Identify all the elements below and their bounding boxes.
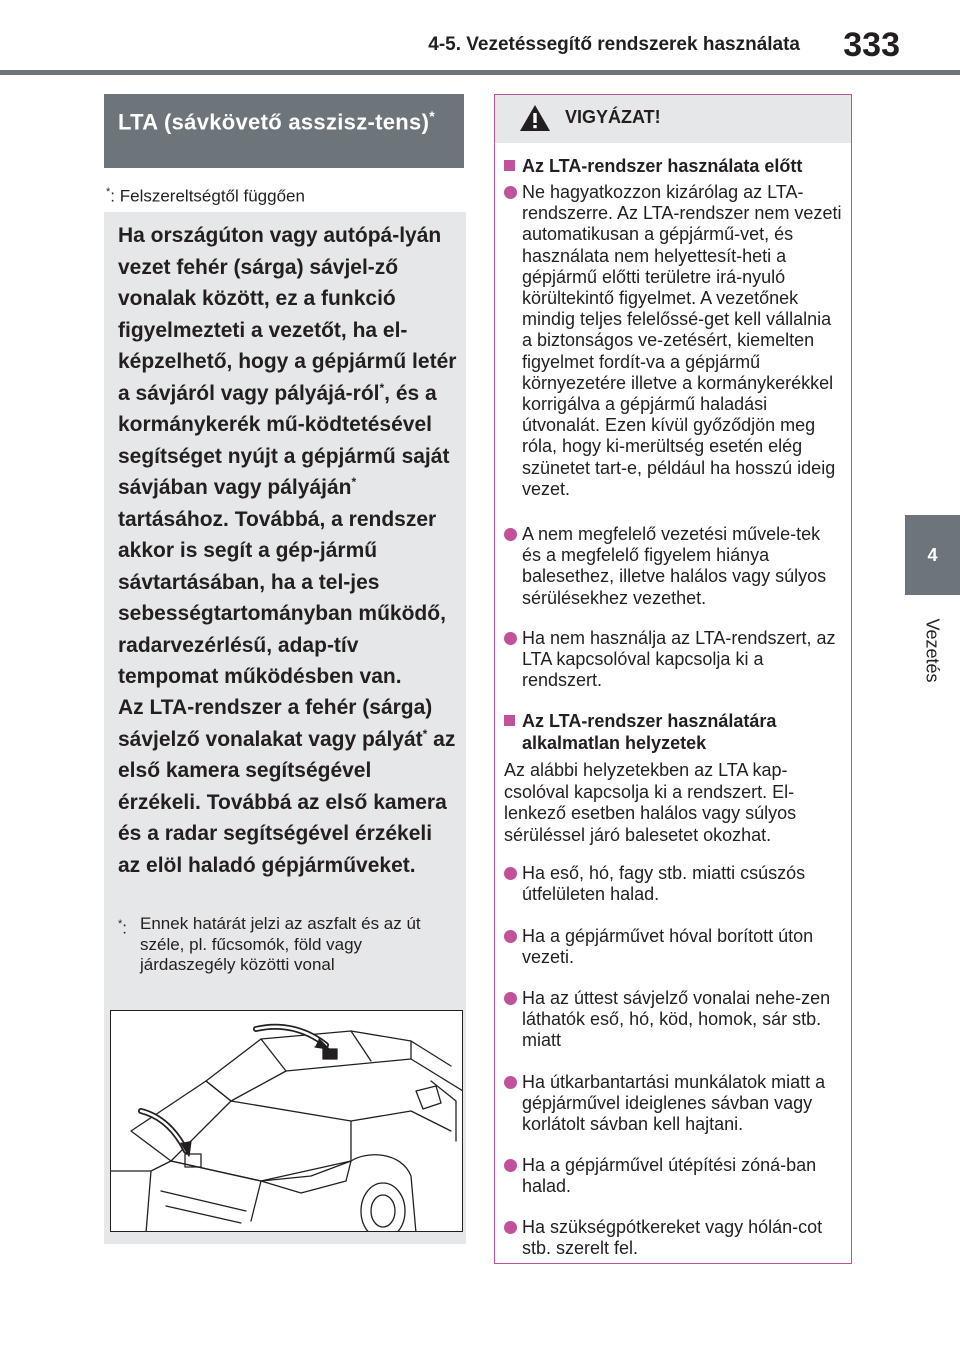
info-paragraph-2 xyxy=(118,692,458,881)
page-number: 333 xyxy=(843,26,900,64)
info-p1-part-b: , és a kormánykerék mű-ködtetésével segítséget nyújt a gépjármű saját sávjában vagy pályáján xyxy=(118,381,450,499)
caution-bullet-text: Ne hagyatkozzon kizárólag az LTA-rendszerre. Az LTA-rendszer nem vezeti automatikusan a gépjármű-vet, és használata nem helyettesít-heti a gépjármű előtti területre irá-nyuló körültekintő figyelmet. A vezetőnek mindig teljes felelőssé-get kell vállalnia a biztonságos ve-zetésért, kiemelten figyelmet fordít-va a gépjármű környezetére illetve a kormánykerékkel korrigálva a gépjármű haladási útvonalát. Ezen kívül győződjön meg róla, hogy ki-merültség esetén elég szünetet tart-e, például ha hosszú ideig vezet. xyxy=(522,182,842,499)
info-p1-asterisk-1: * xyxy=(379,380,385,395)
round-bullet-icon xyxy=(504,1159,517,1172)
section-heading xyxy=(104,94,464,168)
availability-text: : Felszereltségtől függően xyxy=(110,186,305,206)
caution-bullet-text: Ha a gépjárművet hóval borított úton vezeti. xyxy=(522,926,814,968)
square-bullet-icon xyxy=(504,715,515,726)
round-bullet-icon xyxy=(504,528,517,541)
info-p1-asterisk-2: * xyxy=(351,475,357,489)
car-illustration xyxy=(110,1010,463,1232)
caution-intro-paragraph: Az alábbi helyzetekben az LTA kap-csolóval kapcsolja ki a rendszert. El-lenkező esetben halálos vagy súlyos sérüléssel járó balesetet okozhat. xyxy=(504,760,797,845)
info-p2-asterisk: * xyxy=(422,726,428,741)
chapter-label: Vezetés xyxy=(923,617,944,683)
square-bullet-icon xyxy=(504,160,515,171)
car-drawing xyxy=(111,1011,463,1232)
round-bullet-icon xyxy=(504,867,517,880)
availability-mark: * xyxy=(106,186,111,198)
info-p1-part-a: Ha országúton vagy autópá-lyán vezet fehér (sárga) sávjel-ző vonalak között, ez a funkció figyelmezteti a vezetőt, ha el-képzelhető, hogy a gépjármű letér a sávjáról vagy pályájá-ról xyxy=(118,224,457,405)
caution-bullet-text: Ha eső, hó, fagy stb. miatti csúszós útfelületen halad. xyxy=(522,863,806,905)
round-bullet-icon xyxy=(504,992,517,1005)
caution-bullet-text: A nem megfelelő vezetési művele-tek és a megfelelő figyelem hiánya balesethez, illetve halálos vagy súlyos sérülésekhez vezethet. xyxy=(522,524,827,608)
chapter-number: 4 xyxy=(927,544,938,565)
info-p2-part-b: az első kamera segítségével érzékeli. Továbbá az első kamera és a radar segítségével érzékeli az elöl haladó gépjárműveket. xyxy=(118,727,456,877)
caution-title: VIGYÁZAT! xyxy=(565,107,661,127)
round-bullet-icon xyxy=(504,632,517,645)
caution-subheading-2 xyxy=(504,710,844,754)
caution-bullet-text: Ha az úttest sávjelző vonalai nehe-zen láthatók eső, hó, köd, homok, sár stb. miatt xyxy=(522,988,831,1051)
caution-bullet-text: Ha útkarbantartási munkálatok miatt a gépjárművel ideiglenes sávban vagy korlátolt sávban kell hajtani. xyxy=(522,1072,826,1135)
section-heading-asterisk: * xyxy=(429,108,435,124)
info-paragraph-1 xyxy=(118,220,458,693)
running-header-title: 4-5. Vezetéssegítő rendszerek használata xyxy=(428,34,800,55)
caution-bullet-text: Ha nem használja az LTA-rendszert, az LTA kapcsolóval kapcsolja ki a rendszert. xyxy=(522,628,836,691)
footnote-marker xyxy=(118,914,127,939)
caution-subheading-2-text: Az LTA-rendszer használatára alkalmatlan helyzetek xyxy=(522,711,777,753)
caution-bullet-text: Ha a gépjárművel útépítési zóná-ban halad. xyxy=(522,1155,817,1197)
round-bullet-icon xyxy=(504,930,517,943)
info-p1-part-c: tartásához. Továbbá, a rendszer akkor is segít a gép-jármű sávtartásában, ha a tel-jes sebességtartományban működő, radarvezérlésű, adap-tív tempomat működésben van. xyxy=(118,507,446,688)
footnote-asterisk: * xyxy=(118,918,123,930)
footnote-colon: : xyxy=(122,918,128,938)
caution-bullet xyxy=(504,926,844,968)
caution-bullet xyxy=(504,988,844,1052)
info-p2-part-a: Az LTA-rendszer a fehér (sárga) sávjelző vonalakat vagy pályát xyxy=(118,696,433,751)
caution-bullet xyxy=(504,1217,844,1259)
round-bullet-icon xyxy=(504,1221,517,1234)
chapter-label-container xyxy=(905,600,960,700)
footnote-text: Ennek határát jelzi az aszfalt és az út széle, pl. fűcsomók, föld vagy járdaszegély közötti vonal xyxy=(140,914,421,974)
caution-subheading-1 xyxy=(504,155,844,177)
caution-bullet xyxy=(504,524,844,609)
caution-bullet xyxy=(504,1155,844,1197)
caution-bullet xyxy=(504,1072,844,1136)
header-rule xyxy=(0,70,960,75)
caution-bullet-text: Ha szükségpótkereket vagy hólán-cot stb. szerelt fel. xyxy=(522,1217,823,1259)
availability-note xyxy=(106,186,466,207)
caution-bullet xyxy=(504,863,844,905)
footnote xyxy=(118,914,458,976)
warning-triangle-icon xyxy=(518,103,552,133)
section-heading-text: LTA (sávkövető asszisz-tens) xyxy=(118,109,430,135)
caution-bullet xyxy=(504,182,844,500)
caution-subheading-1-text: Az LTA-rendszer használata előtt xyxy=(522,156,803,176)
round-bullet-icon xyxy=(504,1076,517,1089)
caution-bullet xyxy=(504,628,844,692)
round-bullet-icon xyxy=(504,186,517,199)
chapter-tab xyxy=(905,515,960,595)
